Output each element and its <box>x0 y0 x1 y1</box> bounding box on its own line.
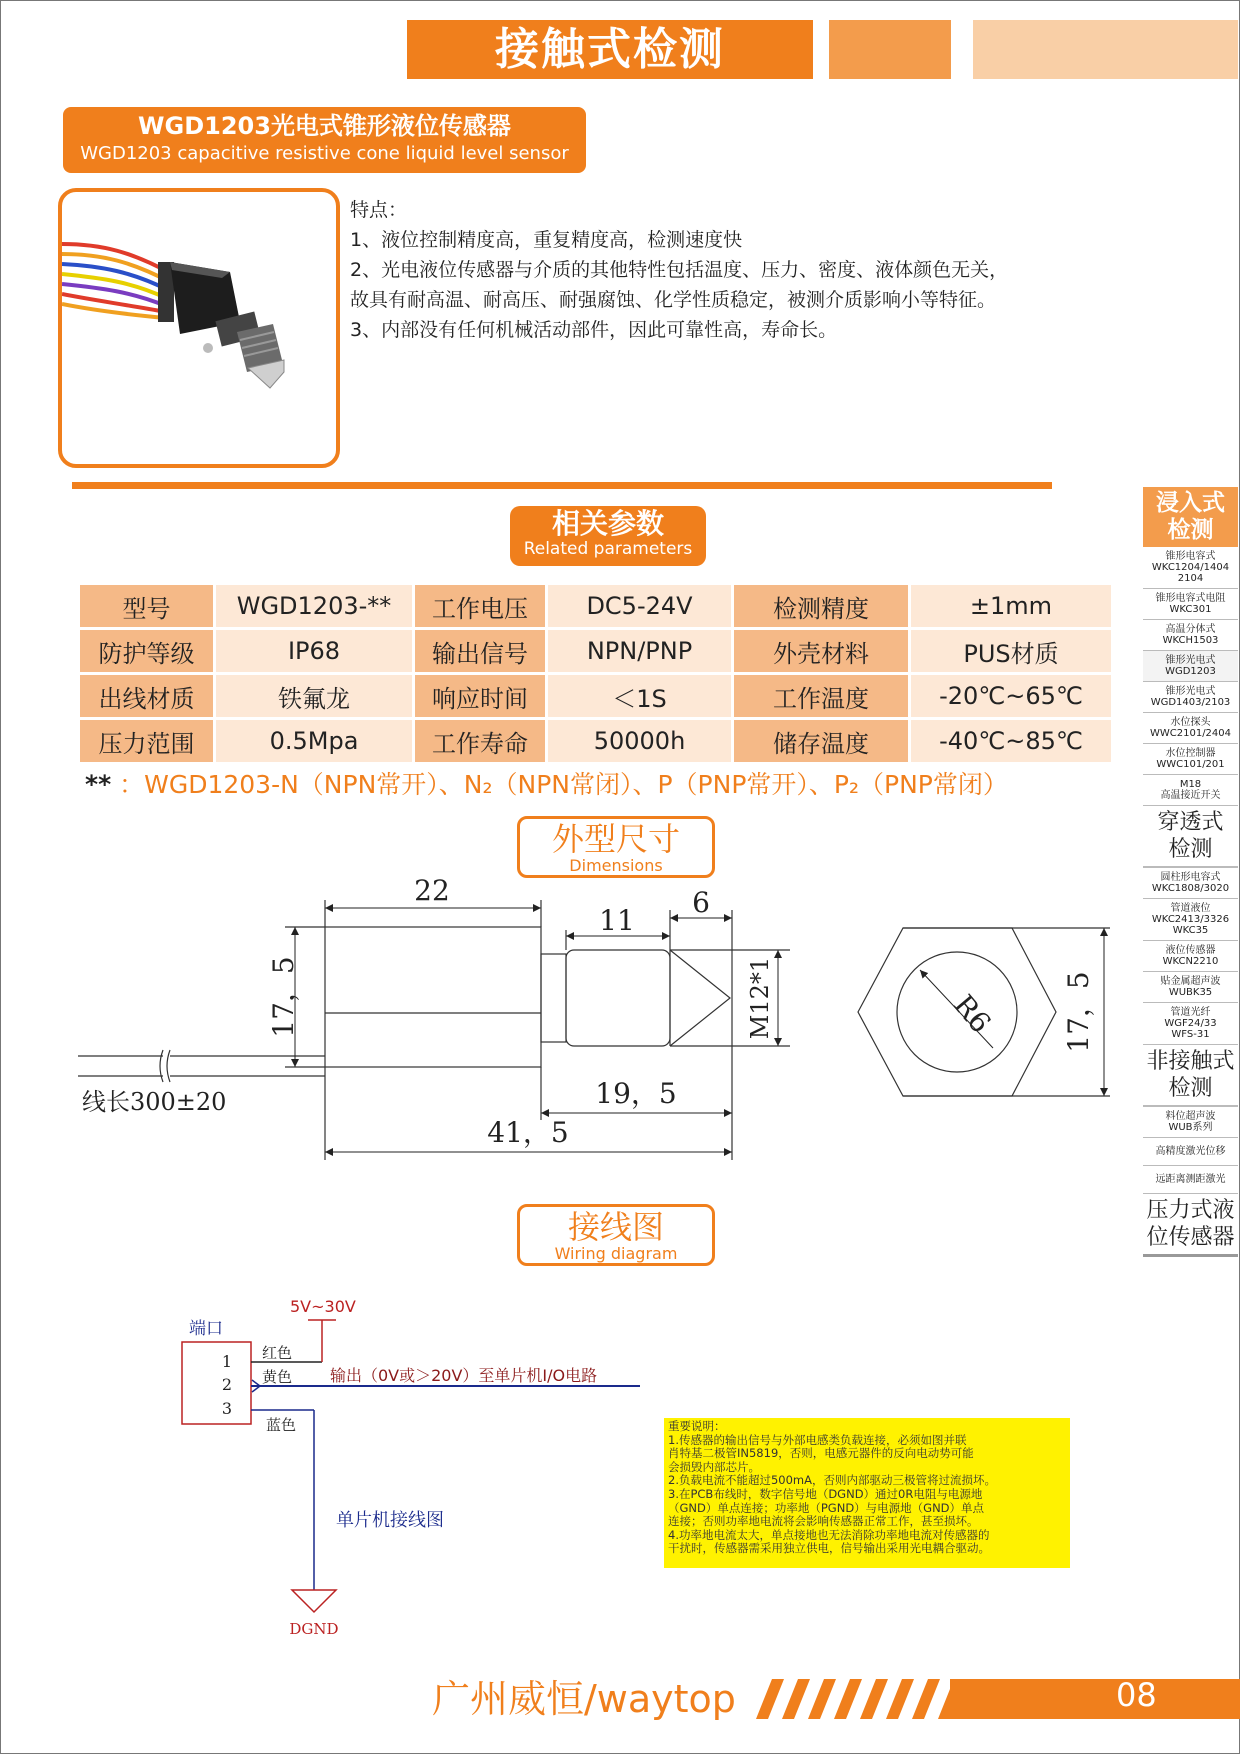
dim-label-41-5: 41，5 <box>487 1116 569 1149</box>
dim-label-cable-length: 线长300±20 <box>82 1088 227 1116</box>
sidebar-item[interactable]: 远距离测距激光 <box>1143 1166 1238 1194</box>
dim-label-19-5: 19，5 <box>595 1077 677 1110</box>
sidebar-item[interactable]: 锥形电容式电阻 WKC301 <box>1143 589 1238 620</box>
sidebar-item[interactable]: 高精度激光位移 <box>1143 1138 1238 1166</box>
sidebar-item[interactable]: 锥形光电式 WGD1403/2103 <box>1143 682 1238 713</box>
notice-line: 肖特基二极管IN5819，否则，电感元器件的反向电动势可能 <box>668 1446 974 1461</box>
sidebar-item[interactable]: 料位超声波 WUB系列 <box>1143 1107 1238 1138</box>
header-accent-block-light <box>973 20 1238 79</box>
sidebar-item[interactable]: 管道液位 WKC2413/3326 WKC35 <box>1143 899 1238 941</box>
param-value: 50000h <box>548 720 731 762</box>
dim-label-thread: M12*1 <box>746 956 774 1040</box>
sidebar-item[interactable]: 液位传感器 WKCN2210 <box>1143 941 1238 972</box>
sensor-photo-drawing <box>62 192 336 464</box>
category-sidebar <box>1143 487 1238 1257</box>
sidebar-item[interactable]: 水位探头 WWC2101/2404 <box>1143 713 1238 744</box>
sidebar-item[interactable]: M18 高温接近开关 <box>1143 775 1238 806</box>
wiring-pin-2: 2 <box>221 1375 233 1394</box>
param-value: -40℃~85℃ <box>911 720 1111 762</box>
feature-line: 故具有耐高温、耐高压、耐强腐蚀、化学性质稳定，被测介质影响小等特征。 <box>350 289 997 311</box>
dimensions-title-en: Dimensions <box>569 856 663 875</box>
table-row <box>80 720 1111 762</box>
sidebar-item[interactable]: 水位控制器 WWC101/201 <box>1143 744 1238 775</box>
feature-line: 3、内部没有任何机械活动部件，因此可靠性高，寿命长。 <box>350 319 838 341</box>
dim-label-17-5-left: 17，5 <box>267 956 300 1038</box>
model-variants-note <box>85 765 1008 801</box>
important-notice <box>664 1418 1070 1568</box>
table-row <box>80 675 1111 717</box>
param-value: IP68 <box>216 630 412 672</box>
param-key: 型号 <box>80 585 213 627</box>
wiring-supply-label: 5V~30V <box>290 1297 356 1316</box>
param-key: 压力范围 <box>80 720 213 762</box>
sidebar-category-penetration[interactable]: 穿透式 检测 <box>1143 806 1238 868</box>
param-value: 铁氟龙 <box>216 675 412 717</box>
notice-line: （GND）单点连接；功率地（PGND）与电源地（GND）单点 <box>668 1500 985 1515</box>
product-title-banner <box>63 107 586 173</box>
notice-line: 4.功率地电流太大，单点接地也无法消除功率地电流对传感器的 <box>668 1527 990 1542</box>
param-value: PUS材质 <box>911 630 1111 672</box>
dim-label-r6: R6 <box>947 988 998 1040</box>
notice-line: 连接；否则功率地电流将会影响传感器正常工作，甚至损坏。 <box>668 1514 979 1529</box>
feature-line: 2、光电液位传感器与介质的其他特性包括温度、压力、密度、液体颜色无关， <box>350 259 1009 281</box>
sidebar-category-pressure[interactable]: 压力式液 位传感器 <box>1143 1194 1238 1257</box>
wiring-section-badge <box>517 1204 715 1266</box>
param-key: 外壳材料 <box>734 630 908 672</box>
wiring-red-label: 红色 <box>262 1344 293 1362</box>
param-value: 0.5Mpa <box>216 720 412 762</box>
param-value: ＜1S <box>548 675 731 717</box>
page-number: 08 <box>1116 1676 1157 1714</box>
param-key: 响应时间 <box>415 675 545 717</box>
product-title-en: WGD1203 capacitive resistive cone liquid level sensor <box>80 143 569 164</box>
params-table <box>77 582 1114 765</box>
dim-label-6: 6 <box>692 886 710 919</box>
dim-label-17-5-right: 17，5 <box>1062 971 1095 1053</box>
wiring-port-label: 端口 <box>189 1319 223 1339</box>
table-row <box>80 585 1111 627</box>
wiring-mcu-label: 单片机接线图 <box>336 1510 444 1531</box>
note-asterisks: ** <box>85 770 112 799</box>
sidebar-item[interactable]: 圆柱形电容式 WKC1808/3020 <box>1143 868 1238 899</box>
param-value: ±1mm <box>911 585 1111 627</box>
section-divider <box>72 482 1052 489</box>
table-row <box>80 630 1111 672</box>
param-key: 输出信号 <box>415 630 545 672</box>
dim-label-22: 22 <box>414 874 450 907</box>
dimensions-section-badge <box>517 816 715 878</box>
param-key: 工作寿命 <box>415 720 545 762</box>
param-value: DC5-24V <box>548 585 731 627</box>
page-title: 接触式检测 <box>407 20 813 79</box>
wiring-pin-1: 1 <box>221 1352 233 1371</box>
param-key: 工作电压 <box>415 585 545 627</box>
notice-line: 重要说明： <box>668 1419 726 1433</box>
footer-bar <box>950 1679 1240 1719</box>
notice-line: 1.传感器的输出信号与外部电感类负载连接，必须如图并联 <box>668 1432 967 1447</box>
sidebar-category-immersion[interactable]: 浸入式 检测 <box>1143 487 1238 547</box>
sidebar-category-non-contact[interactable]: 非接触式 检测 <box>1143 1045 1238 1107</box>
notice-line: 3.在PCB布线时，数字信号地（DGND）通过0R电阻与电源地 <box>668 1486 983 1501</box>
param-value: -20℃~65℃ <box>911 675 1111 717</box>
param-key: 防护等级 <box>80 630 213 672</box>
features-heading: 特点： <box>350 199 408 221</box>
params-section-badge <box>510 506 706 566</box>
header-accent-block <box>829 20 951 79</box>
wiring-diagram <box>0 1290 680 1650</box>
note-text: ：WGD1203-N（NPN常开）、N₂（NPN常闭）、P（PNP常开）、P₂（PNP常闭） <box>119 770 1008 799</box>
notice-line: 2.负载电流不能超过500mA，否则内部驱动三极管将过流损坏。 <box>668 1473 996 1488</box>
sidebar-item[interactable]: 高温分体式 WKCH1503 <box>1143 620 1238 651</box>
footer-stripes <box>752 1679 950 1719</box>
dimensions-drawing <box>0 870 1130 1170</box>
param-key: 工作温度 <box>734 675 908 717</box>
dimensions-title-cn: 外型尺寸 <box>551 820 680 858</box>
wiring-output-label: 输出（0V或＞20V）至单片机I/O电路 <box>330 1366 598 1385</box>
product-title-cn: WGD1203光电式锥形液位传感器 <box>138 112 511 140</box>
dim-label-11: 11 <box>599 904 635 937</box>
wiring-pin-3: 3 <box>221 1399 233 1418</box>
wiring-ground-label: DGND <box>289 1620 339 1638</box>
wiring-yellow-label: 黄色 <box>262 1368 293 1386</box>
sidebar-item[interactable]: 贴金属超声波 WUBK35 <box>1143 972 1238 1003</box>
notice-line: 会损毁内部芯片。 <box>668 1459 760 1474</box>
wiring-title-en: Wiring diagram <box>554 1244 678 1263</box>
notice-line: 干扰时，传感器需采用独立供电，信号输出采用光电耦合驱动。 <box>668 1541 990 1556</box>
param-key: 出线材质 <box>80 675 213 717</box>
param-value: WGD1203-** <box>216 585 412 627</box>
sidebar-item[interactable]: 管道光纤 WGF24/33 WFS-31 <box>1143 1003 1238 1045</box>
sidebar-item-current[interactable]: 锥形光电式 WGD1203 <box>1143 651 1238 682</box>
param-key: 储存温度 <box>734 720 908 762</box>
wiring-title-cn: 接线图 <box>567 1208 664 1246</box>
param-value: NPN/PNP <box>548 630 731 672</box>
product-photo <box>58 188 340 468</box>
wiring-blue-label: 蓝色 <box>266 1416 297 1434</box>
features-list <box>350 195 1050 345</box>
footer-brand: 广州威恒/waytop <box>432 1677 736 1721</box>
params-title-cn: 相关参数 <box>551 507 664 540</box>
feature-line: 1、液位控制精度高，重复精度高，检测速度快 <box>350 229 743 251</box>
sidebar-item[interactable]: 锥形电容式 WKC1204/1404 2104 <box>1143 547 1238 589</box>
params-title-en: Related parameters <box>523 539 693 559</box>
param-key: 检测精度 <box>734 585 908 627</box>
